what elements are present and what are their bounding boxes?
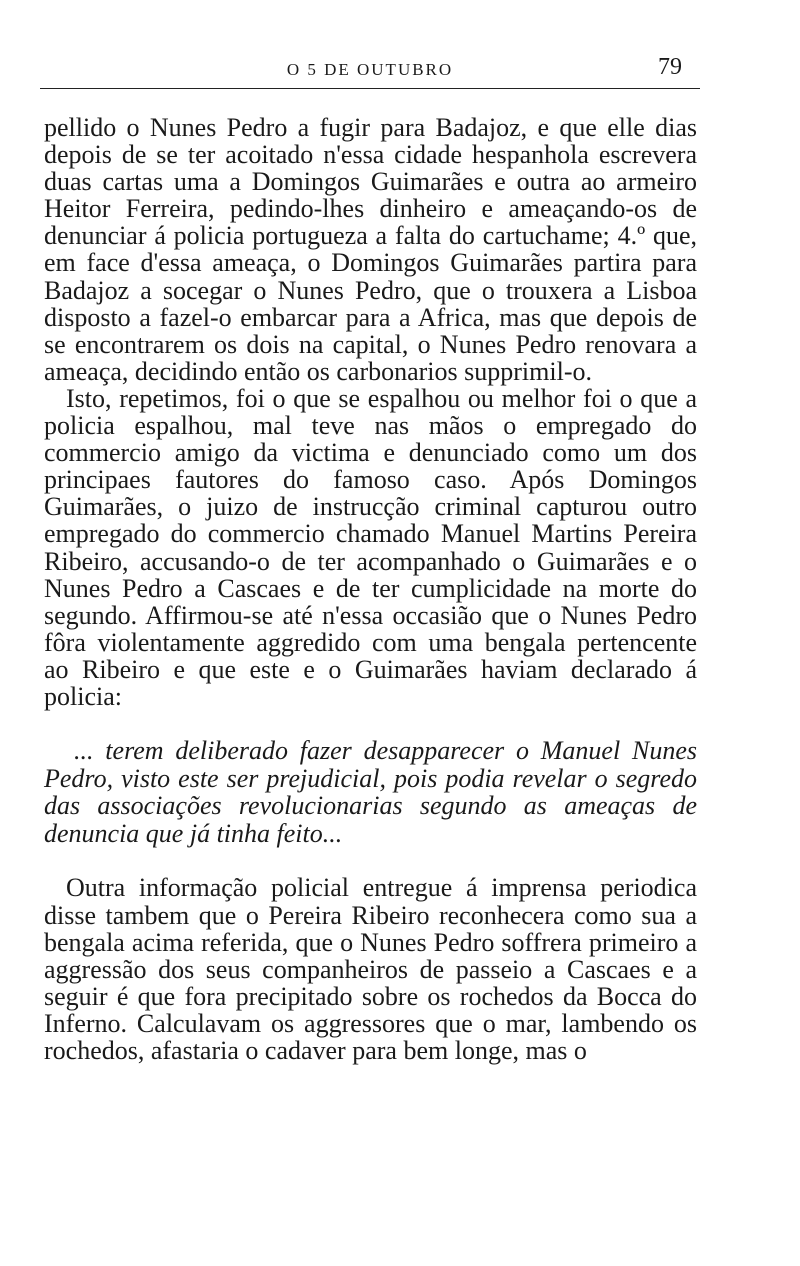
block-quote: ... terem deliberado fazer desapparecer o Manuel Nunes Pedro, visto este ser prejudicial, pois podia revelar o segredo das associações revolucionarias segundo as ameaças de denuncia que já tinha feito...: [44, 736, 697, 848]
paragraph-1: pellido o Nunes Pedro a fugir para Badajoz, e que elle dias depois de se ter acoitado n'essa cidade hespanhola escrevera duas cartas uma a Domingos Guimarães e outra ao armeiro Heitor Ferreira, pedindo-lhes dinheiro e ameaçando-os de denunciar á policia portugueza a falta do cartuchame; 4.º que, em face d'essa ameaça, o Domingos Guimarães partira para Badajoz a socegar o Nunes Pedro, que o trouxera a Lisboa disposto a fazel-o embarcar para a Africa, mas que depois de se encontrarem os dois na capital, o Nunes Pedro renovara a ameaça, decidindo então os carbonarios supprimil-o.: [44, 113, 697, 386]
running-title: O 5 DE OUTUBRO: [286, 60, 454, 79]
running-head: [40, 52, 700, 89]
paragraph-3: Outra informação policial entregue á imprensa periodica disse tambem que o Pereira Ribeiro reconhecera como sua a bengala acima referida, que o Nunes Pedro soffrera primeiro a aggressão dos seus companheiros de passeio a Cascaes e a seguir é que fora precipitado sobre os rochedos da Bocca do Inferno. Calculavam os aggressores que o mar, lambendo os rochedos, afastaria o cadaver para bem longe, mas o: [44, 873, 697, 1065]
body-text: [44, 114, 697, 1064]
paragraph-2: Isto, repetimos, foi o que se espalhou ou melhor foi o que a policia espalhou, mal teve nas mãos o empregado do commercio amigo da victima e denunciado como um dos principaes fautores do famoso caso. Após Domingos Guimarães, o juizo de instrucção criminal capturou outro empregado do commercio chamado Manuel Martins Pereira Ribeiro, accusando-o de ter acompanhado o Guimarães e o Nunes Pedro a Cascaes e de ter cumplicidade na morte do segundo. Affirmou-se até n'essa occasião que o Nunes Pedro fôra violentamente aggredido com uma bengala pertencente ao Ribeiro e que este e o Guimarães haviam declarado á policia:: [44, 383, 697, 711]
page-number: 79: [658, 54, 682, 80]
